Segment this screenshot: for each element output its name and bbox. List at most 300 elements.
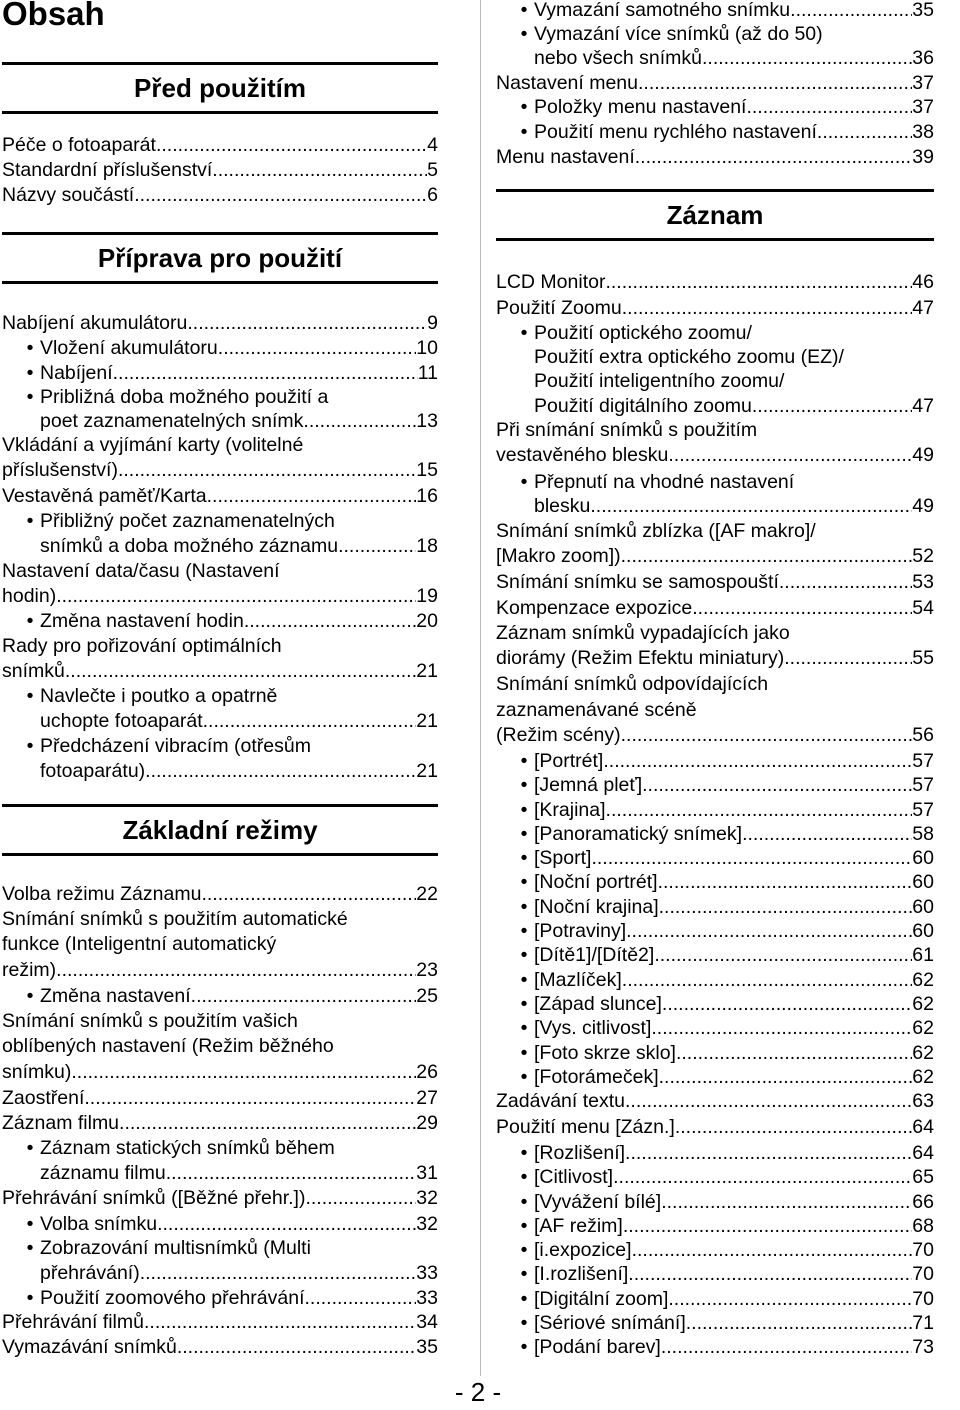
bullet-icon: • xyxy=(520,1166,528,1188)
bullet-icon: • xyxy=(520,1239,528,1261)
toc-page-number: 66 xyxy=(912,1191,934,1213)
toc-entry[interactable] xyxy=(496,1089,934,1114)
toc-entry-text: Snímání snímků zblízka ([AF makro]/ xyxy=(496,520,816,542)
dot-leader xyxy=(605,270,912,295)
section-rule-bottom xyxy=(2,111,438,114)
dot-leader xyxy=(119,1111,416,1136)
dot-leader xyxy=(338,534,416,559)
dot-leader xyxy=(113,361,418,386)
dot-leader xyxy=(623,1214,912,1239)
toc-page-number: 6 xyxy=(427,184,438,206)
dot-leader xyxy=(201,882,416,907)
toc-page-number: 62 xyxy=(912,1066,934,1088)
dot-leader xyxy=(613,1165,912,1190)
toc-entry[interactable] xyxy=(496,723,934,748)
bullet-icon: • xyxy=(520,1288,528,1310)
toc-entry xyxy=(2,1009,438,1034)
dot-leader xyxy=(305,1186,416,1211)
dot-leader xyxy=(591,846,912,871)
dot-leader xyxy=(621,544,913,569)
dot-leader xyxy=(157,1212,416,1237)
dot-leader xyxy=(606,798,913,823)
toc-page-number: 39 xyxy=(912,146,934,168)
toc-entry[interactable] xyxy=(2,1186,438,1211)
bullet-icon: • xyxy=(26,386,34,408)
bullet-icon: • xyxy=(520,1066,528,1088)
toc-entry[interactable] xyxy=(514,1065,934,1090)
toc-entry[interactable] xyxy=(514,943,934,968)
toc-page-number: 65 xyxy=(912,1166,934,1188)
toc-entry-text: přehrávání) xyxy=(40,1262,140,1284)
toc-entry[interactable] xyxy=(514,992,934,1017)
toc-entry[interactable] xyxy=(20,984,438,1009)
toc-entry[interactable] xyxy=(514,120,934,145)
toc-page-number: 32 xyxy=(416,1213,438,1235)
toc-entry[interactable] xyxy=(514,1238,934,1263)
dot-leader xyxy=(56,958,416,983)
toc-entry[interactable] xyxy=(20,336,438,361)
toc-entry-text: Při snímání snímků s použitím xyxy=(496,419,758,441)
toc-page-number: 37 xyxy=(912,72,934,94)
dot-leader xyxy=(156,133,427,158)
toc-page-number: 35 xyxy=(416,1336,438,1358)
toc-entry-text: [Rozlišení] xyxy=(534,1142,626,1164)
toc-entry[interactable] xyxy=(20,1286,438,1311)
toc-entry-text: poet zaznamenatelných snímk xyxy=(40,410,304,432)
toc-entry[interactable] xyxy=(2,1310,438,1335)
dot-leader xyxy=(676,1041,912,1066)
toc-page-number: 9 xyxy=(427,312,438,334)
section-title: Záznam xyxy=(666,199,764,230)
toc-entry-text: Použití optického zoomu/ xyxy=(534,322,752,344)
toc-page-number: 34 xyxy=(416,1311,438,1333)
dot-leader xyxy=(303,409,416,434)
toc-entry-text: (Režim scény) xyxy=(496,724,621,746)
bullet-icon: • xyxy=(520,920,528,942)
toc-entry xyxy=(496,519,934,544)
toc-page-number: 32 xyxy=(416,1187,438,1209)
dot-leader xyxy=(244,609,416,634)
toc-entry-text: [Digitální zoom] xyxy=(534,1288,669,1310)
toc-entry[interactable] xyxy=(514,1165,934,1190)
dot-leader xyxy=(654,943,912,968)
toc-entry[interactable] xyxy=(2,1060,438,1085)
toc-page-number: 60 xyxy=(912,896,934,918)
toc-entry-text: Vymazání více snímků (až do 50) xyxy=(534,23,823,45)
toc-entry[interactable] xyxy=(2,183,438,208)
toc-entry[interactable] xyxy=(2,311,438,336)
dot-leader xyxy=(784,646,912,671)
dot-leader xyxy=(668,443,912,468)
toc-entry[interactable] xyxy=(2,484,438,509)
toc-page-number: 21 xyxy=(416,760,438,782)
toc-entry-text: LCD Monitor xyxy=(496,271,606,293)
toc-entry-text: [Noční portrét] xyxy=(534,871,658,893)
dot-leader xyxy=(166,1161,417,1186)
toc-entry-text: Položky menu nastavení xyxy=(534,96,747,118)
toc-page-number: 4 xyxy=(427,134,438,156)
toc-entry[interactable] xyxy=(20,609,438,634)
toc-entry[interactable] xyxy=(514,822,934,847)
toc-entry xyxy=(20,1136,438,1161)
dot-leader xyxy=(625,1141,912,1166)
toc-entry-text: oblíbených nastavení (Režim běžného xyxy=(2,1035,334,1057)
toc-page-number: 29 xyxy=(416,1112,438,1134)
toc-entry[interactable] xyxy=(496,296,934,321)
toc-entry-text: Standardní příslušenství xyxy=(2,159,213,181)
toc-entry-text: [Noční krajina] xyxy=(534,896,659,918)
bullet-icon: • xyxy=(520,322,528,344)
dot-leader xyxy=(651,1016,912,1041)
bullet-icon: • xyxy=(26,510,34,532)
toc-page-number: 70 xyxy=(912,1239,934,1261)
toc-entry xyxy=(514,321,934,346)
toc-entry-text: [Vys. citlivost] xyxy=(534,1017,652,1039)
toc-page-number: 47 xyxy=(912,395,934,417)
toc-entry-text: [Foto skrze sklo] xyxy=(534,1042,676,1064)
toc-entry[interactable] xyxy=(534,394,934,419)
toc-page-number: 63 xyxy=(912,1090,934,1112)
toc-page-number: 70 xyxy=(912,1288,934,1310)
bullet-icon: • xyxy=(26,985,34,1007)
toc-entry[interactable] xyxy=(514,1041,934,1066)
toc-page-number: 18 xyxy=(416,535,438,557)
toc-page-number: 33 xyxy=(416,1262,438,1284)
bullet-icon: • xyxy=(520,944,528,966)
dot-leader xyxy=(71,1060,416,1085)
toc-page-number: 49 xyxy=(912,495,934,517)
toc-entry[interactable] xyxy=(534,494,934,519)
section-heading xyxy=(2,804,438,856)
toc-entry[interactable] xyxy=(40,1261,438,1286)
dot-leader xyxy=(662,992,912,1017)
toc-page-number: 71 xyxy=(912,1312,934,1334)
toc-page-number: 27 xyxy=(416,1087,438,1109)
toc-entry[interactable] xyxy=(40,1161,438,1186)
dot-leader xyxy=(65,659,416,684)
toc-page-number: 20 xyxy=(416,610,438,632)
toc-entry[interactable] xyxy=(20,361,438,386)
dot-leader xyxy=(635,145,913,170)
bullet-icon: • xyxy=(520,471,528,493)
toc-entry-text: snímků a doba možného záznamu xyxy=(40,535,339,557)
toc-entry-text: [Portrét] xyxy=(534,750,604,772)
toc-entry[interactable] xyxy=(514,773,934,798)
toc-entry[interactable] xyxy=(514,1335,934,1360)
toc-entry[interactable] xyxy=(40,409,438,434)
toc-entry-text: hodin) xyxy=(2,585,57,607)
toc-entry-text: Předcházení vibracím (otřesům xyxy=(40,735,311,757)
toc-page-number: 60 xyxy=(912,920,934,942)
dot-leader xyxy=(628,1262,912,1287)
toc-entry[interactable] xyxy=(2,584,438,609)
toc-entry[interactable] xyxy=(2,158,438,183)
toc-entry-text: uchopte fotoaparát xyxy=(40,710,203,732)
dot-leader xyxy=(140,1261,417,1286)
toc-page-number: 36 xyxy=(912,47,934,69)
toc-entry[interactable] xyxy=(514,95,934,120)
toc-entry-text: [I.rozlišení] xyxy=(534,1263,629,1285)
dot-leader xyxy=(817,120,912,145)
toc-entry xyxy=(534,369,934,394)
toc-entry[interactable] xyxy=(514,1141,934,1166)
section-title: Základní režimy xyxy=(122,814,318,845)
toc-entry[interactable] xyxy=(514,1287,934,1312)
toc-entry-text: vestavěného blesku xyxy=(496,444,669,466)
toc-page-number: 23 xyxy=(416,959,438,981)
toc-entry[interactable] xyxy=(514,1016,934,1041)
toc-entry[interactable] xyxy=(514,749,934,774)
toc-page-number: 60 xyxy=(912,847,934,869)
toc-entry[interactable] xyxy=(20,1212,438,1237)
toc-entry[interactable] xyxy=(496,570,934,595)
toc-entry[interactable] xyxy=(496,443,934,468)
toc-entry[interactable] xyxy=(40,759,438,784)
toc-entry-text: Použití extra optického zoomu (EZ)/ xyxy=(534,346,844,368)
section-heading xyxy=(496,189,934,241)
toc-entry-text: Přibližný počet zaznamenatelných xyxy=(40,510,335,532)
toc-page-number: 33 xyxy=(416,1287,438,1309)
dot-leader xyxy=(642,773,912,798)
toc-entry-text: Přepnutí na vhodné nastavení xyxy=(534,471,795,493)
toc-entry[interactable] xyxy=(534,46,934,71)
toc-entry xyxy=(2,433,438,458)
page-title: Obsah xyxy=(2,0,105,32)
toc-entry[interactable] xyxy=(514,1311,934,1336)
toc-entry xyxy=(2,1034,438,1059)
toc-entry-text: [Mazlíček] xyxy=(534,969,622,991)
bullet-icon: • xyxy=(520,121,528,143)
toc-entry-text: Změna nastavení xyxy=(40,985,191,1007)
toc-entry xyxy=(2,932,438,957)
dot-leader xyxy=(692,596,912,621)
toc-page-number: 13 xyxy=(416,410,438,432)
toc-entry[interactable] xyxy=(496,1115,934,1140)
toc-entry-text: [Podání barev] xyxy=(534,1336,661,1358)
toc-entry[interactable] xyxy=(496,646,934,671)
dot-leader xyxy=(625,1089,912,1114)
column-divider xyxy=(480,0,481,1376)
toc-entry[interactable] xyxy=(2,659,438,684)
toc-entry[interactable] xyxy=(2,133,438,158)
dot-leader xyxy=(661,1335,912,1360)
bullet-icon: • xyxy=(520,896,528,918)
dot-leader xyxy=(632,1238,913,1263)
toc-entry[interactable] xyxy=(514,919,934,944)
toc-page-number: 46 xyxy=(912,271,934,293)
bullet-icon: • xyxy=(520,969,528,991)
section-title: Příprava pro použití xyxy=(97,242,343,273)
bullet-icon: • xyxy=(520,23,528,45)
toc-entry[interactable] xyxy=(496,544,934,569)
toc-entry-text: Vkládání a vyjímání karty (volitelné xyxy=(2,434,304,456)
toc-entry xyxy=(496,621,934,646)
toc-entry-text: [Západ slunce] xyxy=(534,993,662,1015)
toc-page-number: 57 xyxy=(912,799,934,821)
dot-leader xyxy=(622,968,913,993)
toc-entry-text: Rady pro pořizování optimálních xyxy=(2,635,282,657)
toc-page-number: 57 xyxy=(912,774,934,796)
toc-entry[interactable] xyxy=(514,798,934,823)
toc-entry-text: Přehrávání filmů xyxy=(2,1311,144,1333)
bullet-icon: • xyxy=(520,1191,528,1213)
dot-leader xyxy=(134,183,427,208)
toc-entry-text: Změna nastavení hodin xyxy=(40,610,244,632)
dot-leader xyxy=(118,458,416,483)
toc-entry-text: [Makro zoom]) xyxy=(496,545,621,567)
toc-entry[interactable] xyxy=(514,1214,934,1239)
toc-entry-text: režim) xyxy=(2,959,57,981)
toc-entry[interactable] xyxy=(40,534,438,559)
bullet-icon: • xyxy=(520,0,528,21)
section-heading xyxy=(2,232,438,284)
toc-entry-text: Vymazání samotného snímku xyxy=(534,0,791,21)
toc-entry[interactable] xyxy=(514,846,934,871)
dot-leader xyxy=(658,870,913,895)
toc-entry-text: fotoaparátu) xyxy=(40,760,146,782)
toc-page-number: 68 xyxy=(912,1215,934,1237)
toc-entry[interactable] xyxy=(40,709,438,734)
dot-leader xyxy=(752,394,912,419)
toc-entry-text: Péče o fotoaparát xyxy=(2,134,156,156)
toc-entry-text: blesku xyxy=(534,495,591,517)
dot-leader xyxy=(790,0,912,23)
toc-entry-text: snímků xyxy=(2,660,65,682)
toc-page-number: 61 xyxy=(912,944,934,966)
bullet-icon: • xyxy=(520,993,528,1015)
toc-entry-text: snímku) xyxy=(2,1061,72,1083)
toc-entry-text: [i.expozice] xyxy=(534,1239,632,1261)
toc-entry-text: záznamu filmu xyxy=(40,1162,166,1184)
toc-entry[interactable] xyxy=(496,270,934,295)
toc-entry-text: Použití digitálního zoomu xyxy=(534,395,752,417)
toc-page-number: 5 xyxy=(427,159,438,181)
toc-entry-text: Použití menu [Zázn.] xyxy=(496,1116,675,1138)
section-rule-bottom xyxy=(496,238,934,241)
bullet-icon: • xyxy=(520,1336,528,1358)
toc-entry[interactable] xyxy=(2,1111,438,1136)
toc-entry[interactable] xyxy=(496,71,934,96)
dot-leader xyxy=(305,1286,417,1311)
toc-entry-text: Kompenzace expozice xyxy=(496,597,693,619)
toc-page-number: 70 xyxy=(912,1263,934,1285)
dot-leader xyxy=(675,1115,912,1140)
toc-page-number: 25 xyxy=(416,985,438,1007)
dot-leader xyxy=(56,584,416,609)
toc-entry xyxy=(2,559,438,584)
toc-page-number: 49 xyxy=(912,444,934,466)
dot-leader xyxy=(638,71,912,96)
toc-entry xyxy=(20,1236,438,1261)
toc-entry[interactable] xyxy=(496,145,934,170)
dot-leader xyxy=(686,1311,913,1336)
toc-entry-text: zaznamenávané scéně xyxy=(496,699,697,721)
toc-page-number: 38 xyxy=(912,121,934,143)
toc-page-number: 62 xyxy=(912,1017,934,1039)
toc-entry-text: Nastavení menu xyxy=(496,72,638,94)
section-rule-bottom xyxy=(2,281,438,284)
toc-entry-text: Vložení akumulátoru xyxy=(40,337,218,359)
dot-leader xyxy=(84,1086,416,1111)
toc-entry[interactable] xyxy=(514,0,934,23)
bullet-icon: • xyxy=(520,1142,528,1164)
toc-page-number: 60 xyxy=(912,871,934,893)
toc-entry-text: Nabíjení akumulátoru xyxy=(2,312,188,334)
toc-page-number: 11 xyxy=(417,362,438,384)
toc-page-number: 22 xyxy=(416,883,438,905)
toc-entry[interactable] xyxy=(514,1190,934,1215)
toc-entry[interactable] xyxy=(514,870,934,895)
dot-leader xyxy=(626,919,912,944)
bullet-icon: • xyxy=(26,685,34,707)
bullet-icon: • xyxy=(520,96,528,118)
toc-entry-text: [AF režim] xyxy=(534,1215,623,1237)
toc-page-number: 64 xyxy=(912,1116,934,1138)
toc-entry-text: Snímání snímků s použitím vašich xyxy=(2,1010,298,1032)
bullet-icon: • xyxy=(26,337,34,359)
toc-page-number: 26 xyxy=(416,1061,438,1083)
bullet-icon: • xyxy=(26,1237,34,1259)
toc-entry-text: Použití inteligentního zoomu/ xyxy=(534,370,785,392)
toc-entry-text: [Fotorámeček] xyxy=(534,1066,659,1088)
bullet-icon: • xyxy=(26,610,34,632)
toc-entry[interactable] xyxy=(514,895,934,920)
toc-entry xyxy=(20,684,438,709)
toc-entry xyxy=(514,22,934,47)
toc-entry-text: Volba režimu Záznamu xyxy=(2,883,202,905)
toc-entry-text: Vymazávání snímků xyxy=(2,1336,177,1358)
toc-entry-text: [Citlivost] xyxy=(534,1166,614,1188)
toc-page-number: 37 xyxy=(912,96,934,118)
toc-entry[interactable] xyxy=(496,596,934,621)
dot-leader xyxy=(218,336,417,361)
toc-entry[interactable] xyxy=(2,958,438,983)
bullet-icon: • xyxy=(26,1287,34,1309)
section-title: Před použitím xyxy=(134,72,306,103)
dot-leader xyxy=(779,570,912,595)
toc-page-number: 21 xyxy=(416,660,438,682)
dot-leader xyxy=(212,158,427,183)
bullet-icon: • xyxy=(520,823,528,845)
toc-entry-text: [Panoramatický snímek] xyxy=(534,823,743,845)
toc-page-number: 58 xyxy=(912,823,934,845)
toc-entry xyxy=(496,698,934,723)
toc-page-number: 55 xyxy=(912,647,934,669)
toc-entry[interactable] xyxy=(2,1335,438,1360)
toc-entry[interactable] xyxy=(2,458,438,483)
section-rule-bottom xyxy=(2,853,438,856)
toc-entry-text: Snímání snímků s použitím automatické xyxy=(2,908,348,930)
toc-entry[interactable] xyxy=(514,1262,934,1287)
toc-entry-text: Snímání snímku se samospouští xyxy=(496,571,779,593)
toc-entry-text: [Sériové snímání] xyxy=(534,1312,686,1334)
toc-page-number: 19 xyxy=(416,585,438,607)
dot-leader xyxy=(702,46,912,71)
toc-entry-text: Nastavení data/času (Nastavení xyxy=(2,560,280,582)
toc-entry-text: Volba snímku xyxy=(40,1213,158,1235)
section-heading xyxy=(2,62,438,114)
toc-entry[interactable] xyxy=(514,968,934,993)
toc-entry[interactable] xyxy=(2,882,438,907)
bullet-icon: • xyxy=(26,362,34,384)
toc-page-number: 21 xyxy=(416,710,438,732)
toc-entry-text: funkce (Inteligentní automatický xyxy=(2,933,277,955)
toc-entry[interactable] xyxy=(2,1086,438,1111)
toc-page-number: 64 xyxy=(912,1142,934,1164)
toc-entry-text: [Sport] xyxy=(534,847,592,869)
toc-page-number: 15 xyxy=(416,459,438,481)
toc-entry xyxy=(496,672,934,697)
